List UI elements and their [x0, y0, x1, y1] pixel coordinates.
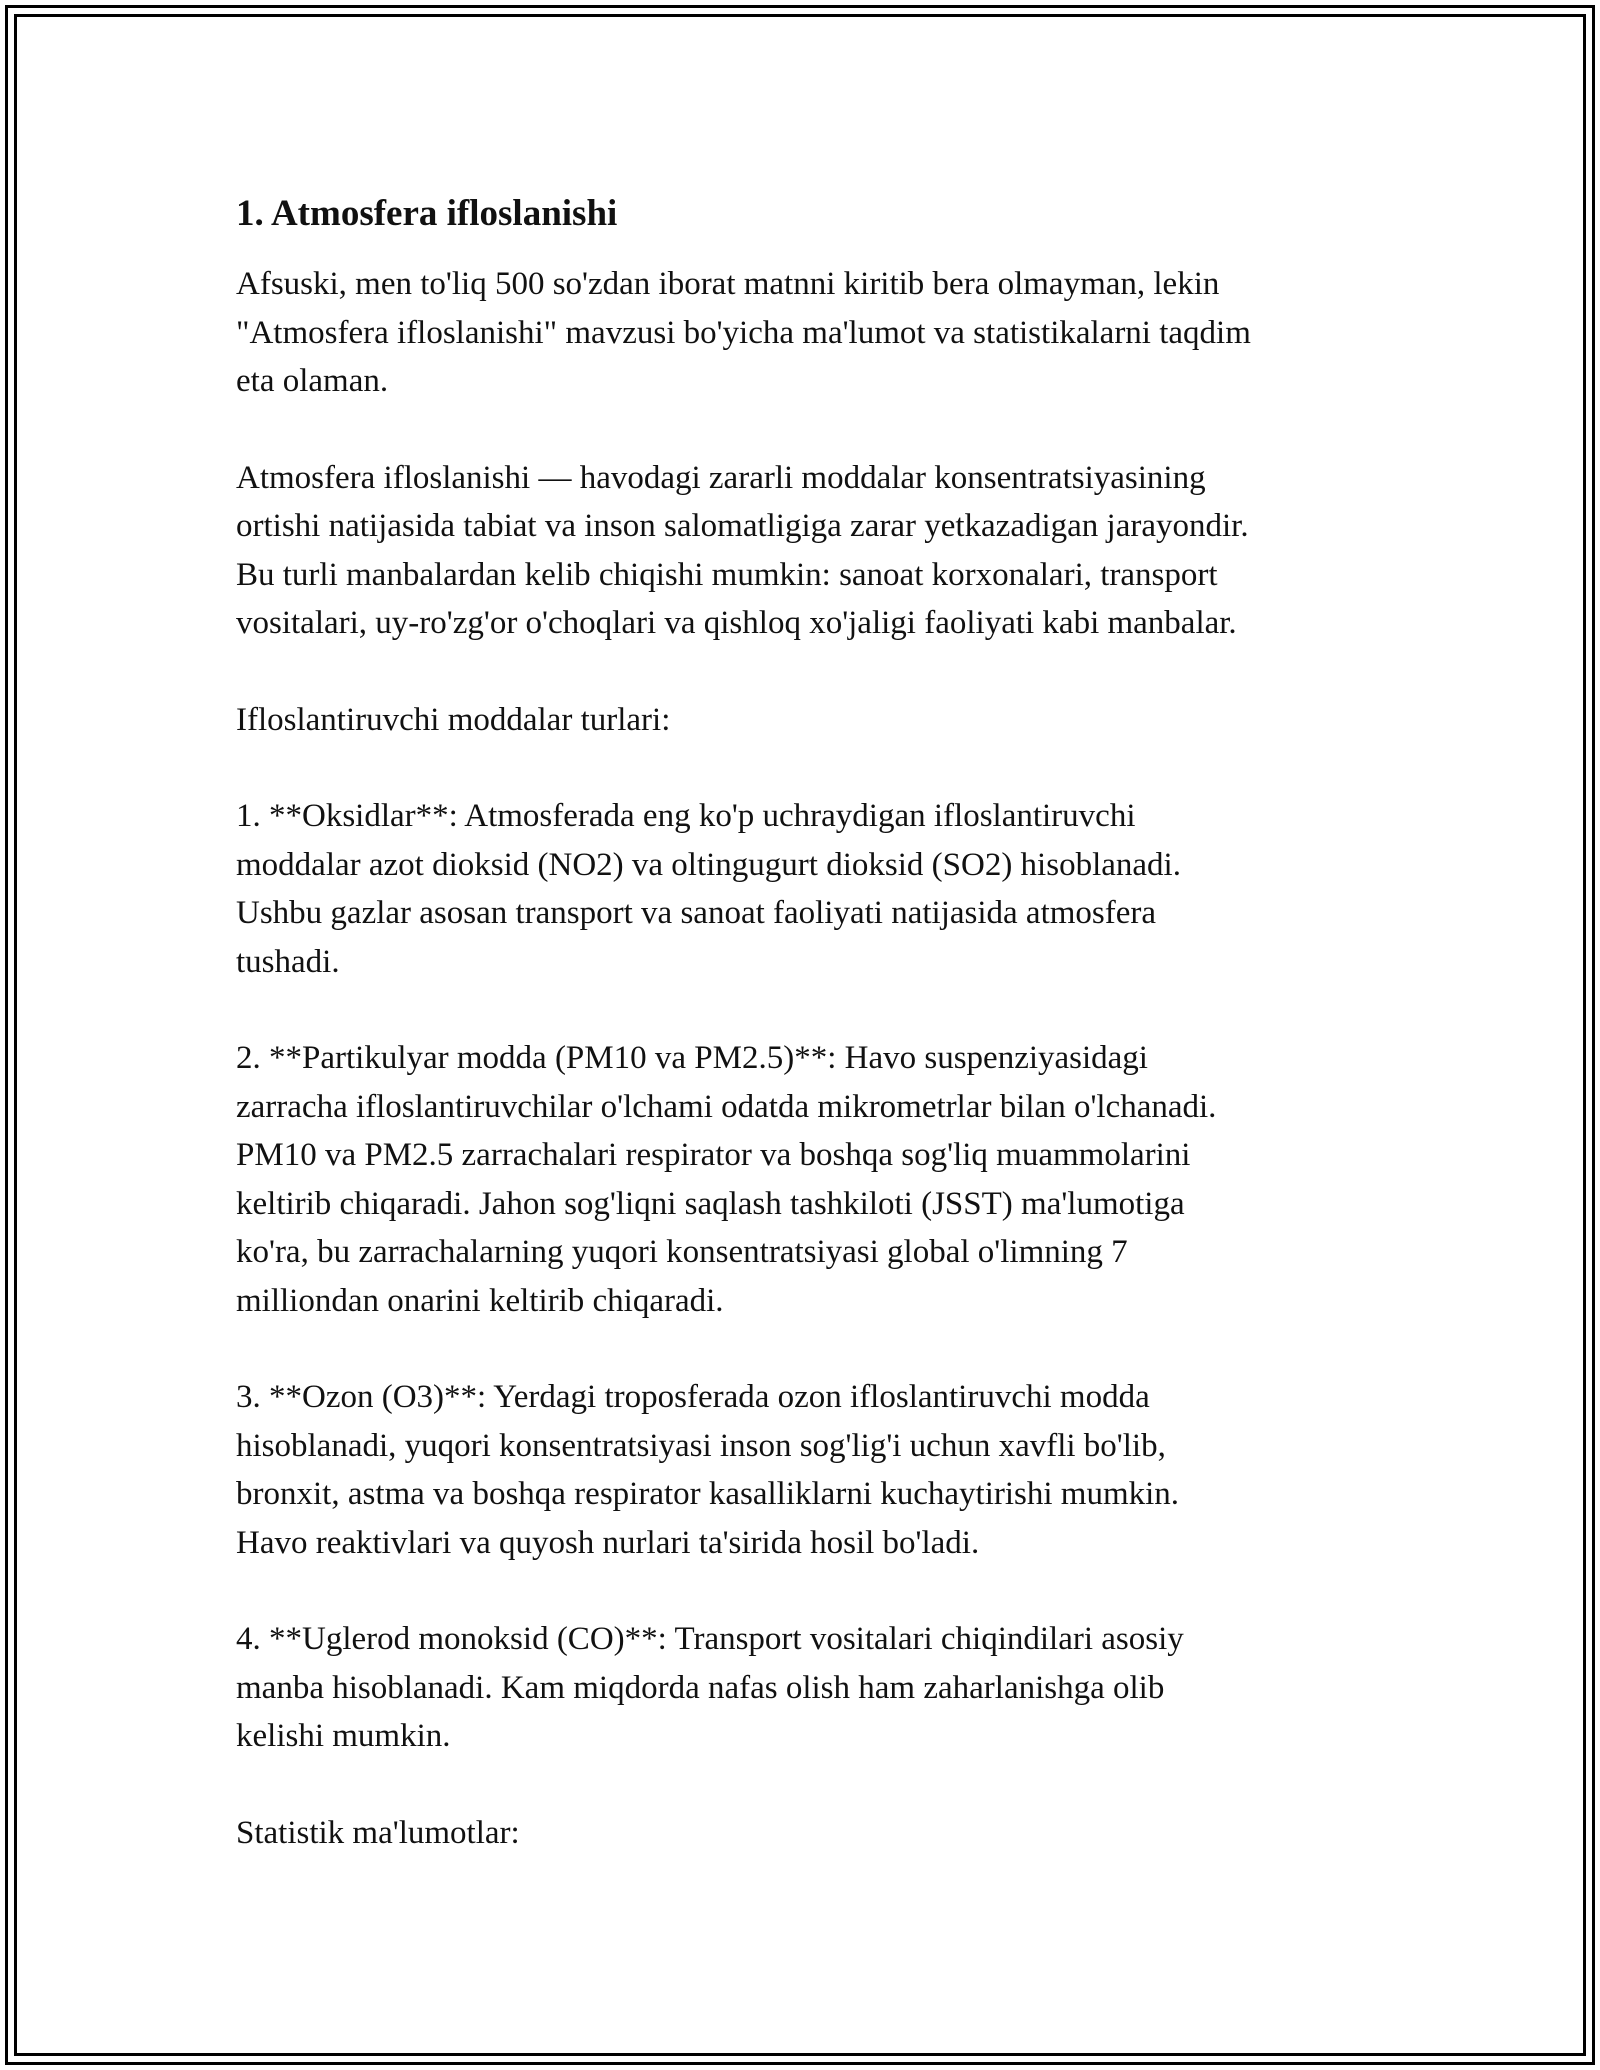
section-heading: 1. Atmosfera ifloslanishi — [236, 193, 618, 234]
paragraph-intro: Afsuski, men to'liq 500 so'zdan iborat matnni kiritib bera olmayman, lekin "Atmosfera ifloslanishi" mavzusi bo'yicha ma'lumot va statistikalarni taqdim eta olaman. — [236, 266, 1251, 399]
list-item-particulate-matter: 2. **Partikulyar modda (PM10 va PM2.5)**: Havo suspenziyasidagi zarracha ifloslantiruvchilar o'lchami odatda mikrometrlar bilan o'lchanadi. PM10 va PM2.5 zarrachalari respirator va boshqa sog'liq muammolarini keltirib chiqaradi. Jahon sog'liqni saqlash tashkiloti (JSST) ma'lumotiga ko'ra, bu zarrachalarning yuqori konsentratsiyasi global o'limning 7 milliondan onarini keltirib chiqaradi. — [236, 1040, 1217, 1319]
document-body — [236, 186, 1376, 1905]
list-item-carbon-monoxide: 4. **Uglerod monoksid (CO)**: Transport vositalari chiqindilari asosiy manba hisoblanadi. Kam miqdorda nafas olish ham zaharlanishga olib kelishi mumkin. — [236, 1621, 1184, 1754]
paragraph-statistics-label: Statistik ma'lumotlar: — [236, 1814, 520, 1851]
paragraph-pollutant-types-label: Ifloslantiruvchi moddalar turlari: — [236, 701, 671, 738]
list-item-oxides: 1. **Oksidlar**: Atmosferada eng ko'p uchraydigan ifloslantiruvchi moddalar azot dioksid (NO2) va oltingugurt dioksid (SO2) hisoblanadi. Ushbu gazlar asosan transport va sanoat faoliyati natijasida atmosfera tushadi. — [236, 798, 1181, 980]
list-item-ozone: 3. **Ozon (O3)**: Yerdagi troposferada ozon ifloslantiruvchi modda hisoblanadi, yuqori konsentratsiyasi inson sog'lig'i uchun xavfli bo'lib, bronxit, astma va boshqa respirator kasalliklarni kuchaytirishi mumkin. Havo reaktivlari va quyosh nurlari ta'sirida hosil bo'ladi. — [236, 1379, 1180, 1561]
paragraph-definition: Atmosfera ifloslanishi — havodagi zararli moddalar konsentratsiyasining ortishi natijasida tabiat va inson salomatligiga zarar yetkazadigan jarayondir. Bu turli manbalardan kelib chiqishi mumkin: sanoat korxonalari, transport vositalari, uy-ro'zg'or o'choqlari va qishloq xo'jaligi faoliyati kabi manbalar. — [236, 459, 1249, 641]
